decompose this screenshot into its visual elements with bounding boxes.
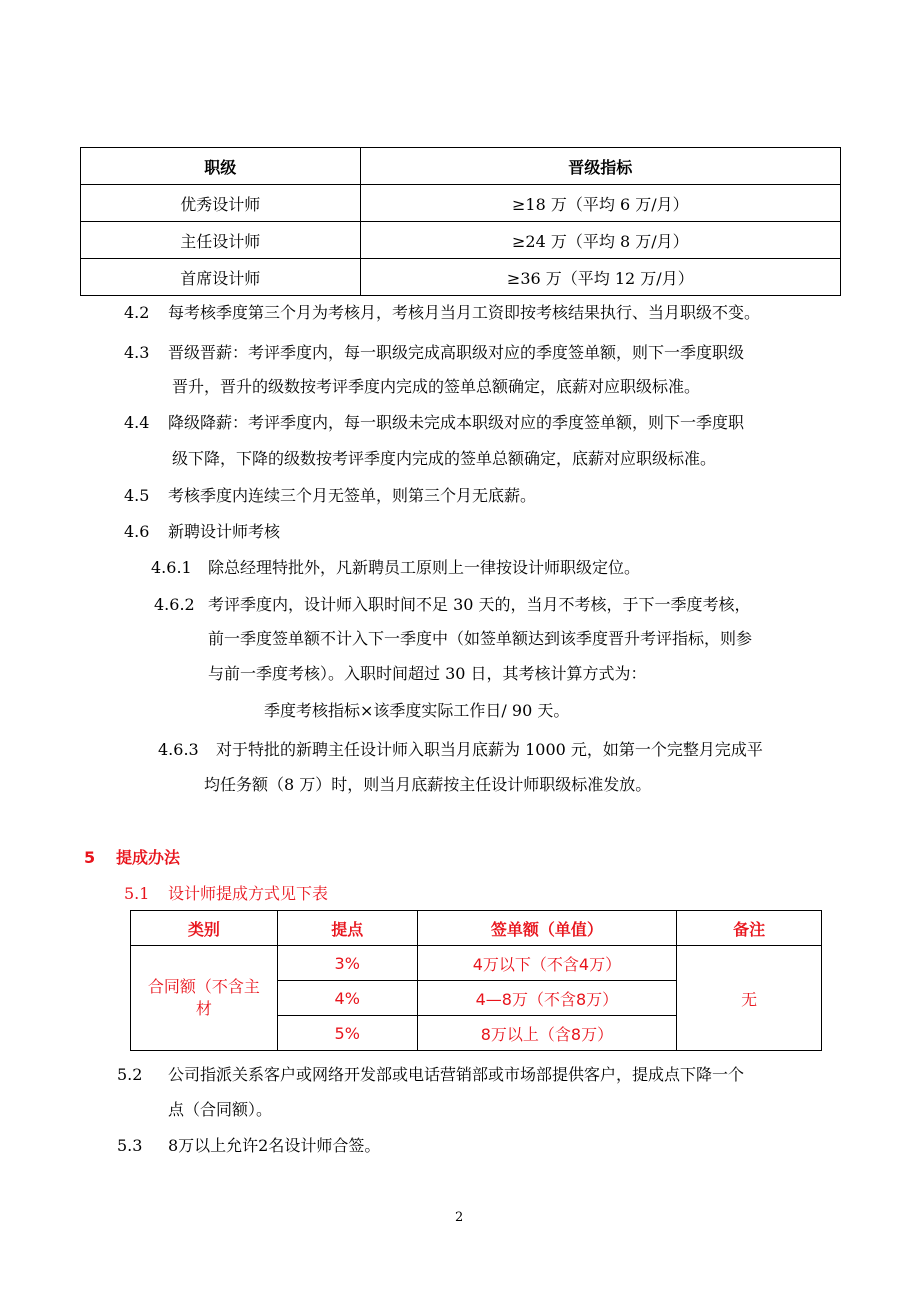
clause-text-line: 公司指派关系客户或网络开发部或电话营销部或市场部提供客户，提成点下降一个 bbox=[168, 1065, 745, 1084]
rate-cell: 5% bbox=[277, 1016, 417, 1051]
clause-text-line: 降级降薪：考评季度内，每一职级未完成本职级对应的季度签单额，则下一季度职 bbox=[168, 413, 745, 432]
header-rate: 提点 bbox=[277, 911, 417, 946]
clause-text-line: 考评季度内，设计师入职时间不足 30 天的，当月不考核，于下一季度考核， bbox=[208, 595, 751, 614]
clause-4-5 bbox=[124, 486, 537, 506]
clause-text-line: 对于特批的新聘主任设计师入职当月底薪为 1000 元，如第一个完整月完成平 bbox=[216, 740, 763, 759]
clause-text: 新聘设计师考核 bbox=[168, 522, 281, 541]
grade-cell: 首席设计师 bbox=[81, 259, 361, 296]
clause-text: 设计师提成方式见下表 bbox=[168, 884, 329, 903]
clause-4-6-3 bbox=[158, 740, 763, 794]
section-5-heading bbox=[84, 848, 181, 868]
clause-number: 5.2 bbox=[117, 1065, 143, 1084]
criteria-cell: ≥18 万（平均 6 万/月） bbox=[360, 185, 840, 222]
clause-text-line: 级下降，下降的级数按考评季度内完成的签单总额确定，底薪对应职级标准。 bbox=[172, 449, 717, 468]
clause-number: 5.3 bbox=[117, 1136, 143, 1155]
clause-text-line: 与前一季度考核）。入职时间超过 30 日，其考核计算方式为： bbox=[208, 664, 647, 683]
clause-text: 每考核季度第三个月为考核月，考核月当月工资即按考核结果执行、当月职级不变。 bbox=[168, 303, 761, 322]
page-number: 2 bbox=[455, 1210, 464, 1225]
amount-cell: 4—8万（不含8万） bbox=[417, 981, 677, 1016]
clause-text: 考核季度内连续三个月无签单，则第三个月无底薪。 bbox=[168, 486, 537, 505]
header-amount: 签单额（单值） bbox=[417, 911, 677, 946]
clause-text: 除总经理特批外，凡新聘员工原则上一律按设计师职级定位。 bbox=[208, 558, 641, 577]
category-line: 合同额（不含主 bbox=[147, 977, 260, 996]
clause-4-4 bbox=[124, 413, 745, 468]
clause-text-line: 均任务额（8 万）时，则当月底薪按主任设计师职级标准发放。 bbox=[204, 775, 652, 794]
grade-cell: 优秀设计师 bbox=[81, 185, 361, 222]
table-row bbox=[81, 185, 841, 222]
clause-number: 4.6 bbox=[124, 522, 150, 541]
criteria-cell: ≥24 万（平均 8 万/月） bbox=[360, 222, 840, 259]
table-header-row bbox=[131, 911, 822, 946]
clause-number: 5.1 bbox=[124, 884, 150, 903]
clause-4-2 bbox=[124, 303, 761, 323]
clause-number: 4.6.1 bbox=[151, 558, 192, 577]
clause-number: 4.5 bbox=[124, 486, 150, 505]
grade-cell: 主任设计师 bbox=[81, 222, 361, 259]
clause-4-3 bbox=[124, 343, 745, 396]
category-line: 材 bbox=[195, 999, 212, 1018]
clause-number: 4.3 bbox=[124, 343, 150, 362]
table-row bbox=[81, 222, 841, 259]
clause-text: 8万以上允许2名设计师合签。 bbox=[168, 1136, 381, 1155]
header-grade: 职级 bbox=[81, 148, 361, 185]
amount-cell: 4万以下（不含4万） bbox=[417, 946, 677, 981]
clause-text-line: 前一季度签单额不计入下一季度中（如签单额达到该季度晋升考评指标，则参 bbox=[208, 629, 753, 648]
clause-4-6-1 bbox=[151, 558, 641, 578]
clause-text-line: 晋级晋薪：考评季度内，每一职级完成高职级对应的季度签单额，则下一季度职级 bbox=[168, 343, 745, 362]
header-criteria: 晋级指标 bbox=[360, 148, 840, 185]
grade-table bbox=[80, 147, 841, 296]
section-title: 提成办法 bbox=[116, 848, 181, 867]
clause-number: 4.6.2 bbox=[154, 595, 195, 614]
clause-5-1 bbox=[124, 884, 329, 904]
header-category: 类别 bbox=[131, 911, 278, 946]
category-cell bbox=[131, 946, 278, 1051]
table-row bbox=[131, 946, 822, 981]
clause-text-line: 晋升，晋升的级数按考评季度内完成的签单总额确定，底薪对应职级标准。 bbox=[172, 377, 701, 396]
clause-number: 4.4 bbox=[124, 413, 150, 432]
clause-5-2 bbox=[117, 1065, 745, 1119]
criteria-cell: ≥36 万（平均 12 万/月） bbox=[360, 259, 840, 296]
clause-number: 4.6.3 bbox=[158, 740, 199, 759]
clause-text-line: 点（合同额）。 bbox=[168, 1100, 273, 1119]
clause-5-3 bbox=[117, 1136, 381, 1156]
amount-cell: 8万以上（含8万） bbox=[417, 1016, 677, 1051]
clause-4-6 bbox=[124, 522, 281, 542]
clause-number: 4.2 bbox=[124, 303, 150, 322]
rate-cell: 3% bbox=[277, 946, 417, 981]
table-header-row bbox=[81, 148, 841, 185]
commission-table bbox=[130, 910, 822, 1051]
rate-cell: 4% bbox=[277, 981, 417, 1016]
remark-cell: 无 bbox=[677, 946, 822, 1051]
section-number: 5 bbox=[84, 848, 96, 867]
table-row bbox=[81, 259, 841, 296]
header-remark: 备注 bbox=[677, 911, 822, 946]
clause-4-6-2 bbox=[154, 595, 753, 720]
formula-text: 季度考核指标×该季度实际工作日/ 90 天。 bbox=[264, 701, 570, 720]
